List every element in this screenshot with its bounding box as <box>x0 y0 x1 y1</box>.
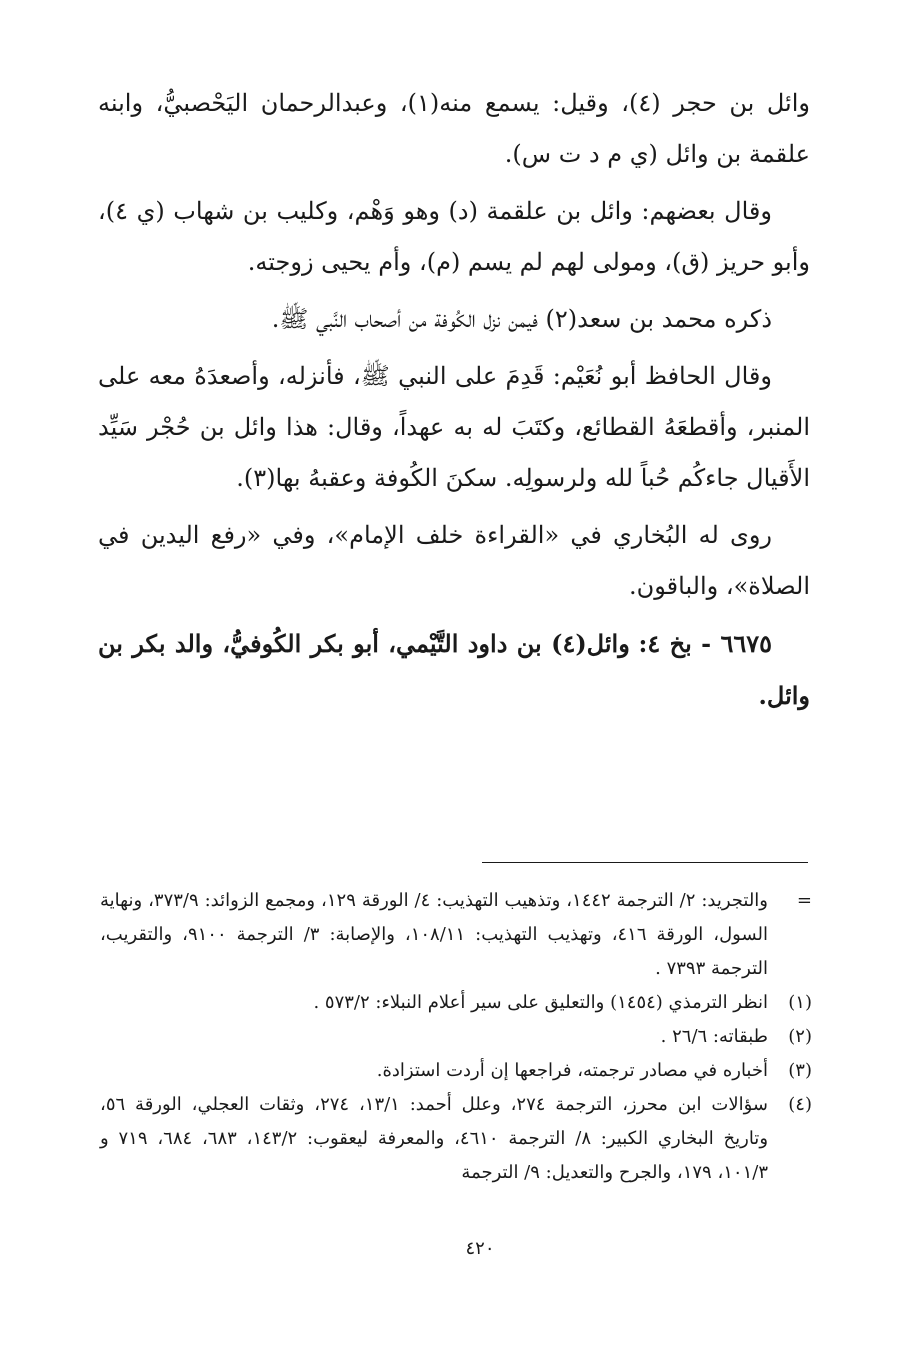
footnote <box>100 884 812 986</box>
main-text-block <box>98 78 810 728</box>
paragraph: وقال بعضهم: وائل بن علقمة (د) وهو وَهْم، وكليب بن شهاب (ي ٤)، وأبو حريز (ق)، ومولى لهم لم يسم (م)، وأم يحيى زوجته. <box>98 197 810 276</box>
footnote-separator <box>482 862 808 863</box>
biography-entry <box>98 618 810 722</box>
footnote-mark: = <box>796 890 812 911</box>
footnote <box>100 1054 812 1088</box>
footnote-text: أخباره في مصادر ترجمته، فراجعها إن أردت استزادة. <box>376 1060 768 1081</box>
paragraph: ذكره محمد بن سعد(٢) فيمن نزل الكُوفة من أصحاب النَّبي ﷺ. <box>271 305 772 333</box>
entry-number: ٦٦٧٥ - بخ ٤: <box>638 629 773 658</box>
footnote-text: والتجريد: ٢/ الترجمة ١٤٤٢، وتذهيب التهذيب: ٤/ الورقة ١٢٩، ومجمع الزوائد: ٣٧٣/٩، ونهاية السول، الورقة ٤١٦، وتهذيب التهذيب: ١٠٨/١١، والإصابة: ٣/ الترجمة ٩١٠٠، والتقريب، الترجمة ٧٣٩٣ . <box>100 890 769 979</box>
footnotes-block <box>100 884 812 1190</box>
footnote <box>100 1020 812 1054</box>
footnote-text: انظر الترمذي (١٤٥٤) والتعليق على سير أعلام النبلاء: ٥٧٣/٢ . <box>313 992 768 1013</box>
footnote-mark: (٤) <box>788 1094 812 1115</box>
paragraph: وائل بن حجر (٤)، وقيل: يسمع منه(١)، وعبدالرحمان اليَحْصبيُّ، وابنه علقمة بن وائل (ي م د ت س). <box>98 89 810 168</box>
footnote-mark: (١) <box>788 992 812 1013</box>
footnote-text: سؤالات ابن محرز، الترجمة ٢٧٤، وعلل أحمد: ١٣/١، ٢٧٤، وثقات العجلي، الورقة ٥٦، وتاريخ البخاري الكبير: ٨/ الترجمة ٤٦١٠، والمعرفة ليعقوب: ١٤٣/٢، ٦٨٣، ٦٨٤، ٧١٩ و ١٠١/٣، ١٧٩، والجرح والتعديل: ٩/ الترجمة <box>100 1094 769 1183</box>
page-number: ٤٢٠ <box>465 1238 495 1259</box>
entry-text: وائل(٤) بن داود التَّيْمي، أبو بكر الكُوفيُّ، والد بكر بن وائل. <box>98 629 810 710</box>
footnote-mark: (٢) <box>788 1026 812 1047</box>
footnote <box>100 986 812 1020</box>
paragraph: روى له البُخاري في «القراءة خلف الإمام»، وفي «رفع اليدين في الصلاة»، والباقون. <box>98 521 810 600</box>
footnote <box>100 1088 812 1190</box>
footnote-mark: (٣) <box>788 1060 812 1081</box>
paragraph: وقال الحافظ أبو نُعَيْم: قَدِمَ على النبي ﷺ، فأنزله، وأصعدَهُ معه على المنبر، وأقطعَهُ القطائع، وكتَبَ له به عهداً، وقال: هذا وائل بن حُجْر سَيِّد الأَقيال جاءكُم حُباً لله ولرسولِه. سكنَ الكُوفة وعقبهُ بها(٣). <box>98 362 810 492</box>
footnote-text: طبقاته: ٢٦/٦ . <box>660 1026 768 1047</box>
